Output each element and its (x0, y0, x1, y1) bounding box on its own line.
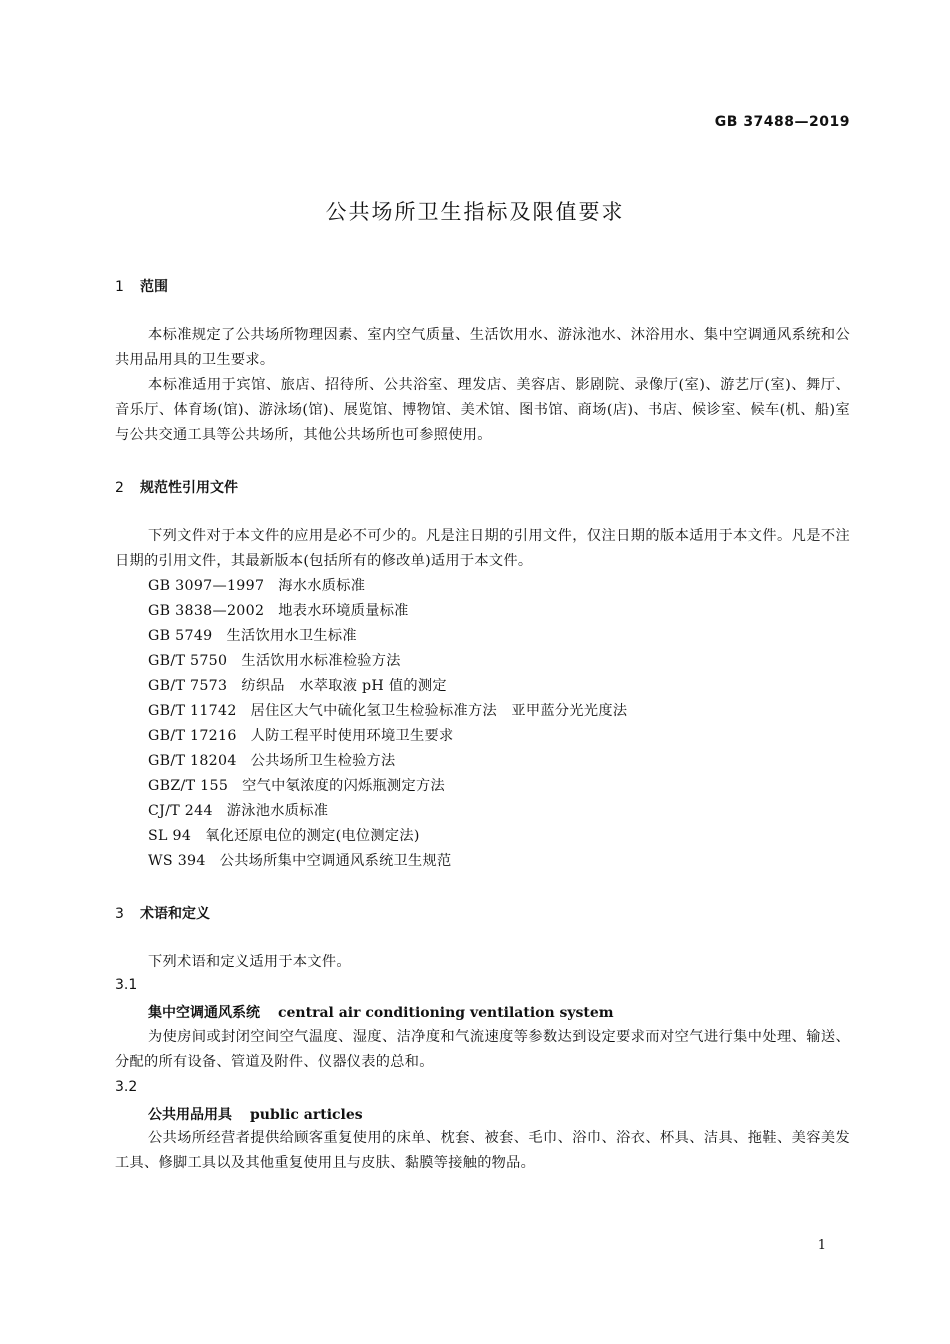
term-number: 3.1 (115, 977, 138, 993)
reference-title: 人防工程平时使用环境卫生要求 (250, 728, 454, 744)
section-title: 术语和定义 (140, 906, 210, 922)
section-heading-references (115, 477, 238, 497)
scope-paragraph-2: 本标准适用于宾馆、旅店、招待所、公共浴室、理发店、美容店、影剧院、录像厅(室)、游艺厅(室)、舞厅、音乐厅、体育场(馆)、游泳场(馆)、展览馆、博物馆、美术馆、图书馆、商场(店)、书店、候诊室、候车(机、船)室与公共交通工具等公共场所，其他公共场所也可参照使用。 (115, 377, 850, 443)
section-number: 2 (115, 480, 124, 496)
section-heading-scope (115, 276, 168, 296)
section-heading-terms (115, 903, 210, 923)
reference-item (148, 749, 396, 774)
reference-code: GB/T 17216 (148, 728, 237, 744)
reference-title: 氧化还原电位的测定(电位测定法) (205, 828, 420, 844)
reference-title: 公共场所卫生检验方法 (250, 753, 396, 769)
standard-number: GB 37488—2019 (714, 114, 850, 130)
reference-title: 海水水质标准 (278, 578, 366, 594)
reference-code: GB 3097—1997 (148, 578, 265, 594)
reference-title: 公共场所集中空调通风系统卫生规范 (219, 853, 452, 869)
reference-code: WS 394 (148, 853, 206, 869)
reference-item (148, 674, 447, 699)
reference-code: GB 5749 (148, 628, 213, 644)
section-title: 规范性引用文件 (140, 480, 238, 496)
reference-title: 生活饮用水标准检验方法 (241, 653, 401, 669)
term-definition: 公共场所经营者提供给顾客重复使用的床单、枕套、被套、毛巾、浴巾、浴衣、杯具、洁具、拖鞋、美容美发工具、修脚工具以及其他重复使用且与皮肤、黏膜等接触的物品。 (115, 1130, 850, 1171)
reference-title: 游泳池水质标准 (226, 803, 329, 819)
section-title: 范围 (140, 279, 168, 295)
reference-code: GB/T 11742 (148, 703, 237, 719)
reference-title: 生活饮用水卫生标准 (226, 628, 357, 644)
section-number: 1 (115, 279, 124, 295)
term-heading (148, 1002, 614, 1022)
term-en: central air conditioning ventilation system (278, 1005, 614, 1021)
term-definition: 为使房间或封闭空间空气温度、湿度、洁净度和气流速度等参数达到设定要求而对空气进行集中处理、输送、分配的所有设备、管道及附件、仪器仪表的总和。 (115, 1029, 850, 1070)
term-en: public articles (250, 1107, 363, 1123)
page-number: 1 (817, 1238, 826, 1253)
reference-code: GB/T 7573 (148, 678, 228, 694)
reference-title: 居住区大气中硫化氢卫生检验标准方法 亚甲蓝分光光度法 (250, 703, 628, 719)
reference-item (148, 574, 365, 599)
reference-item (148, 799, 328, 824)
reference-title: 纺织品 水萃取液 pH 值的测定 (241, 678, 447, 694)
terms-intro: 下列术语和定义适用于本文件。 (148, 954, 351, 970)
reference-item (148, 849, 452, 874)
reference-item (148, 699, 627, 724)
reference-item (148, 724, 453, 749)
reference-title: 空气中氡浓度的闪烁瓶测定方法 (242, 778, 445, 794)
reference-item (148, 599, 409, 624)
reference-code: SL 94 (148, 828, 192, 844)
reference-item (148, 824, 420, 849)
section-number: 3 (115, 906, 124, 922)
reference-item (148, 624, 357, 649)
document-title: 公共场所卫生指标及限值要求 (325, 200, 625, 224)
scope-paragraph-1: 本标准规定了公共场所物理因素、室内空气质量、生活饮用水、游泳池水、沐浴用水、集中空调通风系统和公共用品用具的卫生要求。 (115, 327, 850, 368)
reference-item (148, 649, 401, 674)
reference-code: GB 3838—2002 (148, 603, 265, 619)
term-heading (148, 1104, 363, 1124)
reference-code: GB/T 5750 (148, 653, 228, 669)
references-intro: 下列文件对于本文件的应用是必不可少的。凡是注日期的引用文件，仅注日期的版本适用于本文件。凡是不注日期的引用文件，其最新版本(包括所有的修改单)适用于本文件。 (115, 528, 850, 569)
reference-item (148, 774, 445, 799)
reference-title: 地表水环境质量标准 (278, 603, 409, 619)
reference-code: CJ/T 244 (148, 803, 213, 819)
reference-code: GB/T 18204 (148, 753, 237, 769)
term-zh: 公共用品用具 (148, 1107, 232, 1123)
term-zh: 集中空调通风系统 (148, 1005, 260, 1021)
term-number: 3.2 (115, 1079, 138, 1095)
reference-code: GBZ/T 155 (148, 778, 229, 794)
